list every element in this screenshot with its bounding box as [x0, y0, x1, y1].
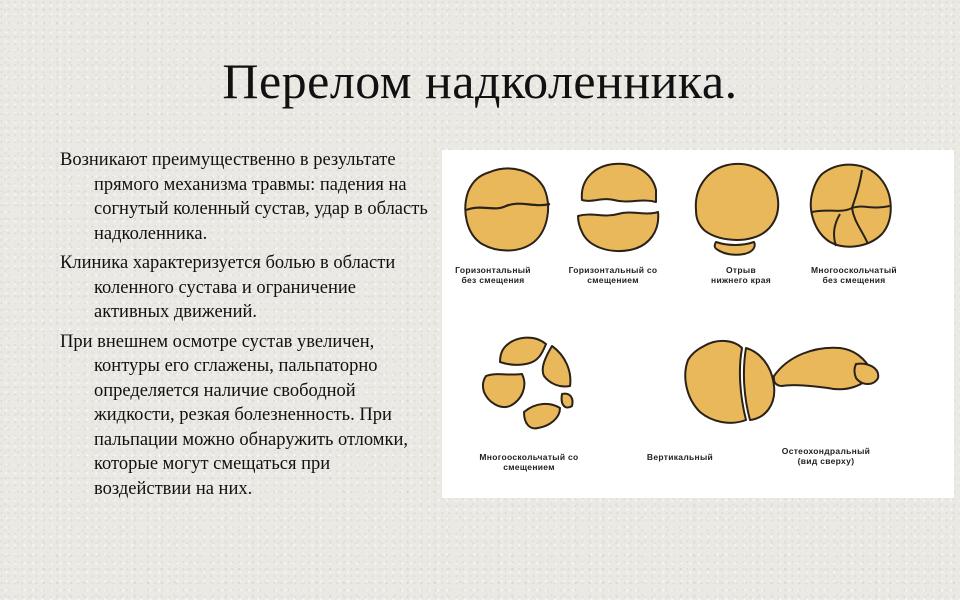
caption-line: Отрыв — [726, 265, 756, 275]
patella-comminuted-undisplaced — [811, 165, 891, 247]
patella-osteochondral — [774, 348, 878, 389]
caption-line: Многооскольчатый со — [479, 452, 579, 462]
caption-line: без смещения — [822, 275, 886, 285]
caption-osteochondral — [766, 446, 886, 466]
caption-comminuted-displaced — [464, 452, 594, 472]
caption-line: (вид сверху) — [797, 456, 855, 466]
slide-title: Перелом надколенника. — [222, 53, 738, 109]
caption-line: Многооскольчатый — [811, 265, 897, 275]
patella-horizontal-displaced — [578, 164, 658, 251]
caption-vertical — [632, 452, 728, 462]
patella-fracture-figure — [442, 150, 954, 498]
patella-horizontal-undisplaced — [465, 169, 550, 251]
patella-lower-pole-avulsion — [696, 164, 778, 255]
caption-comminuted-undisplaced — [798, 265, 910, 285]
body-text — [60, 148, 430, 506]
caption-line: Горизонтальный со — [568, 265, 658, 275]
caption-line: нижнего края — [711, 275, 771, 285]
caption-line: без смещения — [461, 275, 525, 285]
caption-horizontal-undisplaced — [448, 265, 538, 285]
paragraph-mechanism: Возникают преимущественно в результате прямого механизма травмы: падения на согнутый коленный сустав, удар в область надколенника. — [60, 150, 428, 244]
caption-line: смещением — [587, 275, 639, 285]
patella-vertical — [685, 341, 774, 423]
caption-line: смещением — [503, 462, 555, 472]
paragraph-examination: При внешнем осмотре сустав увеличен, контуры его сглажены, пальпаторно определяется наличие свободной жидкости, резкая болезненность. При пальпации можно обнаружить отломки, которые могут смещаться при воздействии на них. — [60, 331, 409, 499]
caption-line: Остеохондральный — [781, 446, 871, 456]
caption-line: Вертикальный — [646, 452, 714, 462]
patella-comminuted-displaced — [483, 338, 573, 429]
caption-line: Горизонтальный — [455, 265, 531, 275]
caption-lower-pole-avulsion — [698, 265, 784, 285]
caption-horizontal-displaced — [554, 265, 672, 285]
paragraph-clinic: Клиника характеризуется болью в области коленного сустава и ограничение активных движений. — [60, 253, 396, 322]
